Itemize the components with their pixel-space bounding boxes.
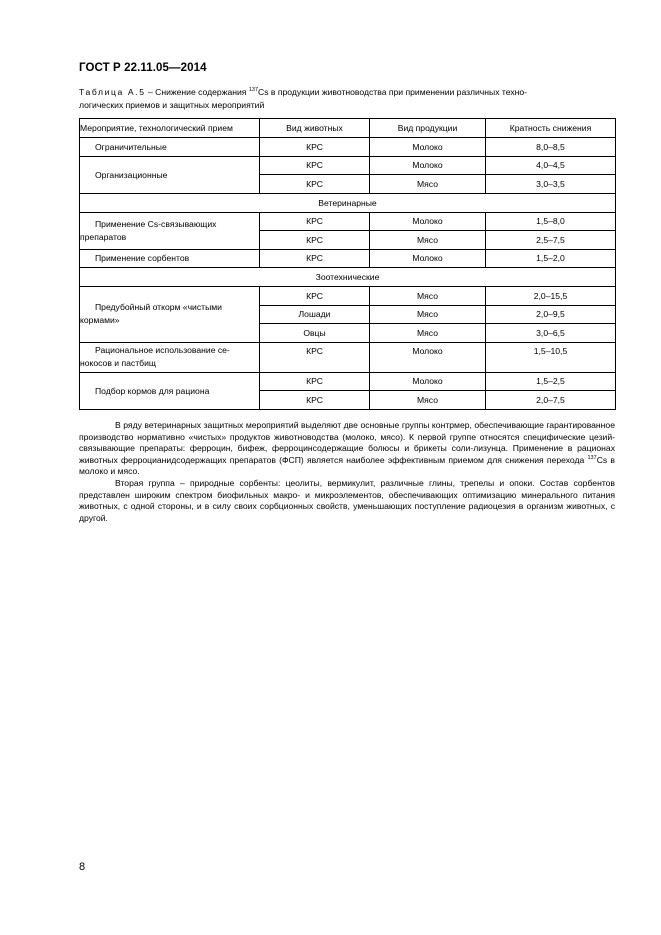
col-header-factor: Кратность снижения <box>486 119 616 138</box>
product-cell: Молоко <box>370 138 486 157</box>
measure-line: Предубойный откорм «чистыми <box>95 302 222 313</box>
product-cell: Молоко <box>370 342 486 372</box>
body-text <box>79 420 615 524</box>
measure-line: нокосов и пастбищ <box>80 358 156 368</box>
table-row <box>80 342 616 372</box>
product-cell: Молоко <box>370 249 486 268</box>
table-caption <box>79 86 615 111</box>
measure-cell <box>80 287 260 343</box>
section-row <box>80 268 616 287</box>
animal-cell: КРС <box>260 391 370 410</box>
table-row <box>80 372 616 391</box>
animal-cell: КРС <box>260 231 370 250</box>
animal-cell: КРС <box>260 156 370 175</box>
measure-cell <box>80 342 260 372</box>
measure-cell: Ограничительные <box>80 138 260 157</box>
factor-cell: 1,5–8,0 <box>486 212 616 231</box>
caption-text-1: – Снижение содержания <box>145 87 249 97</box>
measure-line: Рациональное использование се- <box>95 345 230 355</box>
table-row <box>80 212 616 231</box>
animal-cell: КРС <box>260 212 370 231</box>
product-cell: Мясо <box>370 231 486 250</box>
measure-line: кормами» <box>80 315 120 326</box>
section-zootechnical: Зоотехнические <box>80 268 616 287</box>
table-row <box>80 138 616 157</box>
isotope-superscript: 137 <box>248 87 259 93</box>
caption-text-2: Cs в продукции животноводства при применении различных техно- <box>258 87 527 97</box>
product-cell: Мясо <box>370 287 486 306</box>
measure-cell: Подбор кормов для рациона <box>80 372 260 409</box>
table-row <box>80 287 616 306</box>
paragraph-text: Cs в молоко и мясо. <box>79 454 615 477</box>
factor-cell: 8,0–8,5 <box>486 138 616 157</box>
animal-cell: КРС <box>260 372 370 391</box>
measure-line: препаратов <box>80 231 127 242</box>
product-cell: Мясо <box>370 391 486 410</box>
animal-cell: КРС <box>260 249 370 268</box>
factor-cell: 1,5–2,0 <box>486 249 616 268</box>
measure-cell: Организационные <box>80 156 260 193</box>
factor-cell: 3,0–3,5 <box>486 175 616 194</box>
col-header-product: Вид продукции <box>370 119 486 138</box>
section-row <box>80 193 616 212</box>
animal-cell: КРС <box>260 138 370 157</box>
table-row <box>80 249 616 268</box>
factor-cell: 2,0–9,5 <box>486 305 616 324</box>
factor-cell: 1,5–10,5 <box>486 342 616 372</box>
factor-cell: 2,0–15,5 <box>486 287 616 306</box>
animal-cell: Овцы <box>260 324 370 343</box>
isotope-superscript: 137 <box>587 454 597 461</box>
factor-cell: 2,5–7,5 <box>486 231 616 250</box>
animal-cell: КРС <box>260 175 370 194</box>
measure-cell <box>80 212 260 249</box>
factor-cell: 2,0–7,5 <box>486 391 616 410</box>
product-cell: Молоко <box>370 212 486 231</box>
product-cell: Мясо <box>370 305 486 324</box>
col-header-animal: Вид животных <box>260 119 370 138</box>
paragraph-text: В ряду ветеринарных защитных мероприятий выделяют две основные группы контрмер, обеспечивающие гарантированное производство нормативно «чистых» продуктов животноводства (молоко, мясо). К первой группе относятся специфические цезий-связывающие препараты: ферроцин, бифеж, ферроцинсодержащие болюсы и брикеты соли-лизунца. Применение в рационах животных ферроцианидсодержащих препаратов (ФСП) является наиболее эффективным приемом для снижения перехода <box>79 420 615 465</box>
measure-cell: Применение сорбентов <box>80 249 260 268</box>
factor-cell: 3,0–6,5 <box>486 324 616 343</box>
document-header: ГОСТ Р 22.11.05—2014 <box>79 62 207 74</box>
paragraph <box>79 420 615 478</box>
col-header-measure: Мероприятие, технологический прием <box>80 119 260 138</box>
table-label: Таблица А.5 <box>79 87 146 97</box>
paragraph: Вторая группа – природные сорбенты: цеолиты, вермикулит, различные глины, трепелы и опоки. Состав сорбентов представлен широким спектром биофильных макро- и микроэлементов, обеспечивающих оптимизацию минерального питания животных, с одной стороны, и в силу своих сорбционных свойств, уменьшающих поступление радиоцезия в организм животных, с другой. <box>79 477 615 523</box>
page-number: 8 <box>79 861 86 873</box>
product-cell: Мясо <box>370 324 486 343</box>
factor-cell: 4,0–4,5 <box>486 156 616 175</box>
product-cell: Молоко <box>370 156 486 175</box>
animal-cell: Лошади <box>260 305 370 324</box>
section-veterinary: Ветеринарные <box>80 193 616 212</box>
animal-cell: КРС <box>260 342 370 372</box>
measure-line: Применение Cs-связывающих <box>95 218 217 229</box>
animal-cell: КРС <box>260 287 370 306</box>
countermeasures-table <box>79 118 616 410</box>
caption-text-3: логических приемов и защитных мероприятий <box>79 99 265 110</box>
table-row <box>80 156 616 175</box>
product-cell: Молоко <box>370 372 486 391</box>
factor-cell: 1,5–2,5 <box>486 372 616 391</box>
table-header-row <box>80 119 616 138</box>
product-cell: Мясо <box>370 175 486 194</box>
